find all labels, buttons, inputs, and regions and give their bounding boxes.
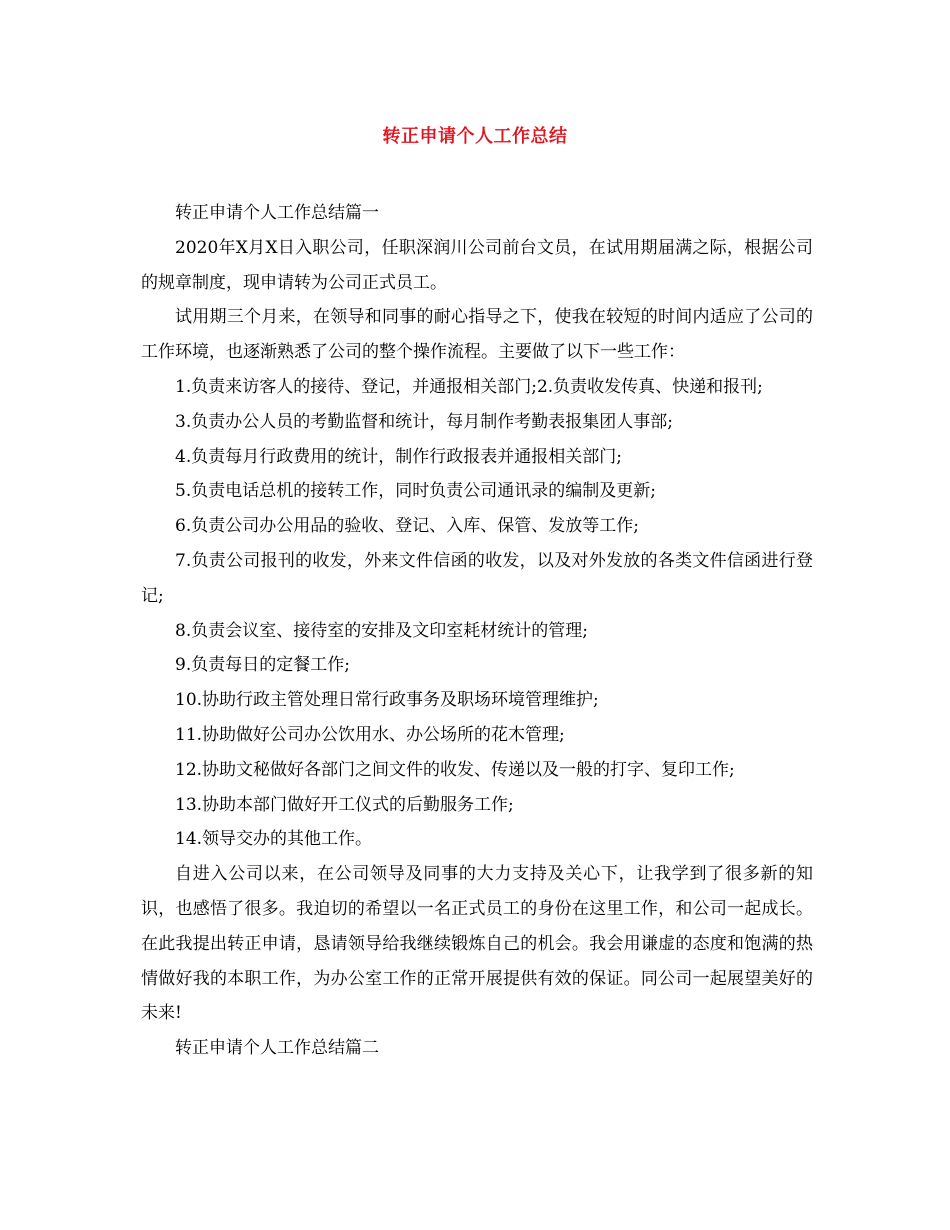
paragraph-probation: 试用期三个月来，在领导和同事的耐心指导之下，使我在较短的时间内适应了公司的工作环境，也逐渐熟悉了公司的整个操作流程。主要做了以下一些工作：	[141, 307, 813, 363]
list-item: 11.协助做好公司办公饮用水、办公场所的花木管理;	[175, 724, 565, 745]
list-item: 5.负责电话总机的接转工作，同时负责公司通讯录的编制及更新;	[175, 481, 656, 502]
document-title: 转正申请个人工作总结	[382, 126, 568, 147]
list-item: 4.负责每月行政费用的统计，制作行政报表并通报相关部门;	[175, 446, 622, 467]
list-item: 14.领导交办的其他工作。	[175, 829, 373, 850]
list-item: 13.协助本部门做好开工仪式的后勤服务工作;	[175, 794, 514, 815]
paragraph-intro: 2020年X月X日入职公司，任职深润川公司前台文员，在试用期届满之际，根据公司的规章制度，现申请转为公司正式员工。	[141, 237, 813, 293]
list-item: 8.负责会议室、接待室的安排及文印室耗材统计的管理;	[175, 620, 588, 641]
list-item: 10.协助行政主管处理日常行政事务及职场环境管理维护;	[175, 690, 599, 711]
list-item: 3.负责办公人员的考勤监督和统计，每月制作考勤表报集团人事部;	[175, 411, 673, 432]
list-item: 12.协助文秘做好各部门之间文件的收发、传递以及一般的打字、复印工作;	[175, 759, 735, 780]
list-item: 6.负责公司办公用品的验收、登记、入库、保管、发放等工作;	[175, 516, 639, 537]
paragraph-conclusion: 自进入公司以来，在公司领导及同事的大力支持及关心下，让我学到了很多新的知识，也感悟了很多。我迫切的希望以一名正式员工的身份在这里工作，和公司一起成长。在此我提出转正申请，恳请领导给我继续锻炼自己的机会。我会用谦虚的态度和饱满的热情做好我的本职工作，为办公室工作的正常开展提供有效的保证。同公司一起展望美好的未来!	[141, 864, 813, 1024]
list-item: 9.负责每日的定餐工作;	[175, 655, 350, 676]
section-heading-1: 转正申请个人工作总结篇一	[175, 203, 379, 223]
section-heading-2: 转正申请个人工作总结篇二	[175, 1038, 379, 1059]
document-body	[141, 196, 813, 1066]
list-item: 1.负责来访客人的接待、登记，并通报相关部门;2.负责收发传真、快递和报刊;	[175, 376, 763, 397]
list-item: 7.负责公司报刊的收发，外来文件信函的收发，以及对外发放的各类文件信函进行登记;	[141, 550, 813, 606]
